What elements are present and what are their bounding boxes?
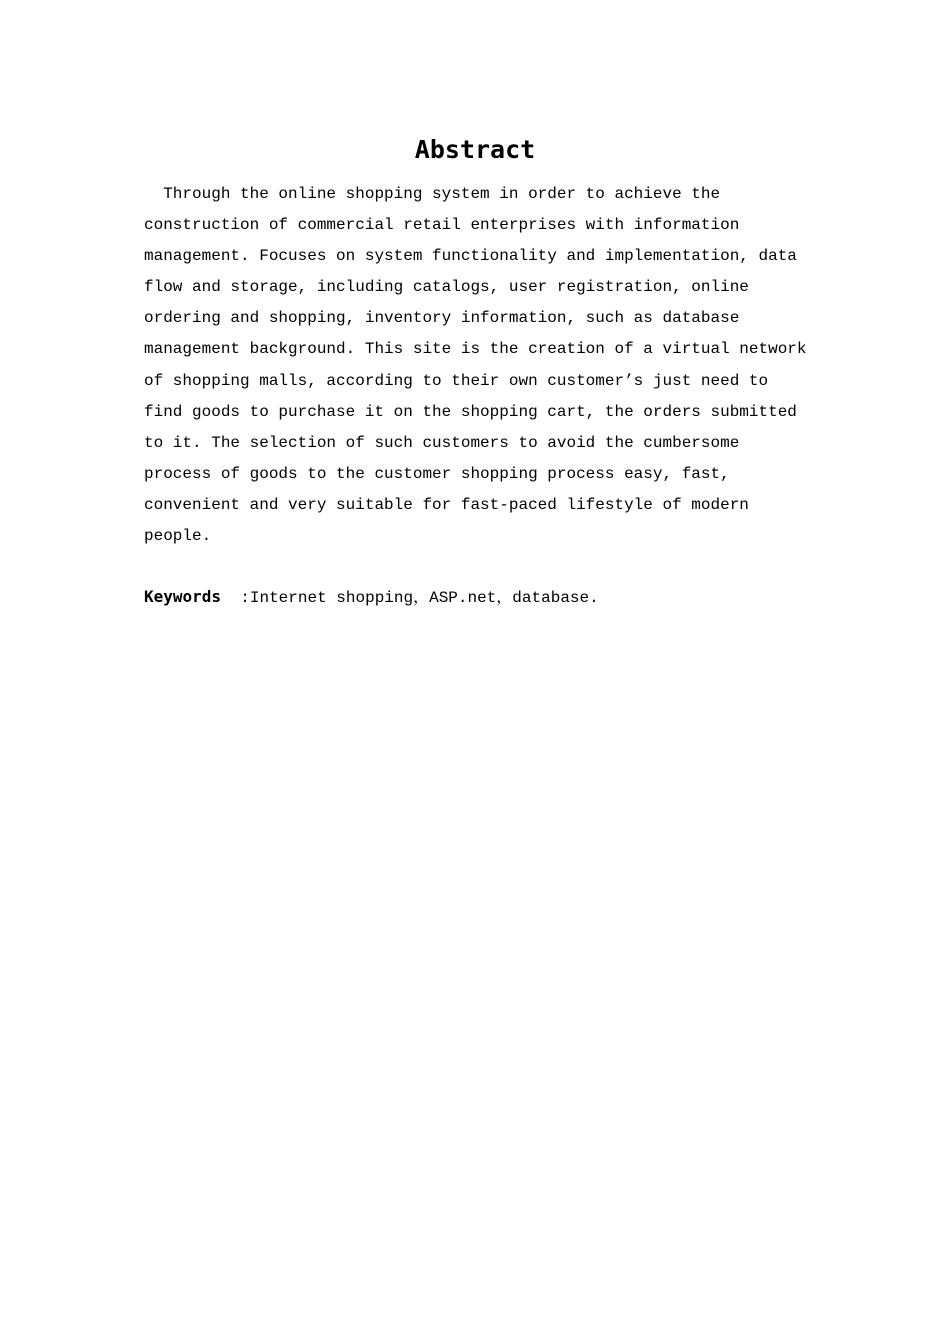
abstract-title: Abstract	[414, 135, 536, 164]
abstract-line: construction of commercial retail enterprises with information	[144, 216, 740, 235]
keywords-line	[144, 581, 814, 614]
keywords-label: Keywords	[144, 587, 222, 606]
abstract-line: of shopping malls, according to their own customer’s just need to	[144, 371, 769, 390]
abstract-line: flow and storage, including catalogs, user registration, online	[144, 278, 749, 297]
abstract-line: management. Focuses on system functionality and implementation, data	[144, 247, 797, 266]
abstract-line: people.	[144, 527, 212, 546]
abstract-body	[144, 179, 814, 552]
abstract-line: find goods to purchase it on the shopping cart, the orders submitted	[144, 402, 797, 421]
keywords-text: :Internet shopping，ASP.net，database.	[221, 589, 599, 607]
abstract-line: management background. This site is the creation of a virtual network	[144, 340, 807, 359]
abstract-line: to it. The selection of such customers to avoid the cumbersome	[144, 433, 740, 452]
abstract-line: ordering and shopping, inventory information, such as database	[144, 309, 740, 328]
abstract-line: process of goods to the customer shopping process easy, fast,	[144, 464, 730, 483]
abstract-line: Through the online shopping system in order to achieve the	[144, 185, 721, 203]
abstract-line: convenient and very suitable for fast-paced lifestyle of modern	[144, 495, 749, 514]
